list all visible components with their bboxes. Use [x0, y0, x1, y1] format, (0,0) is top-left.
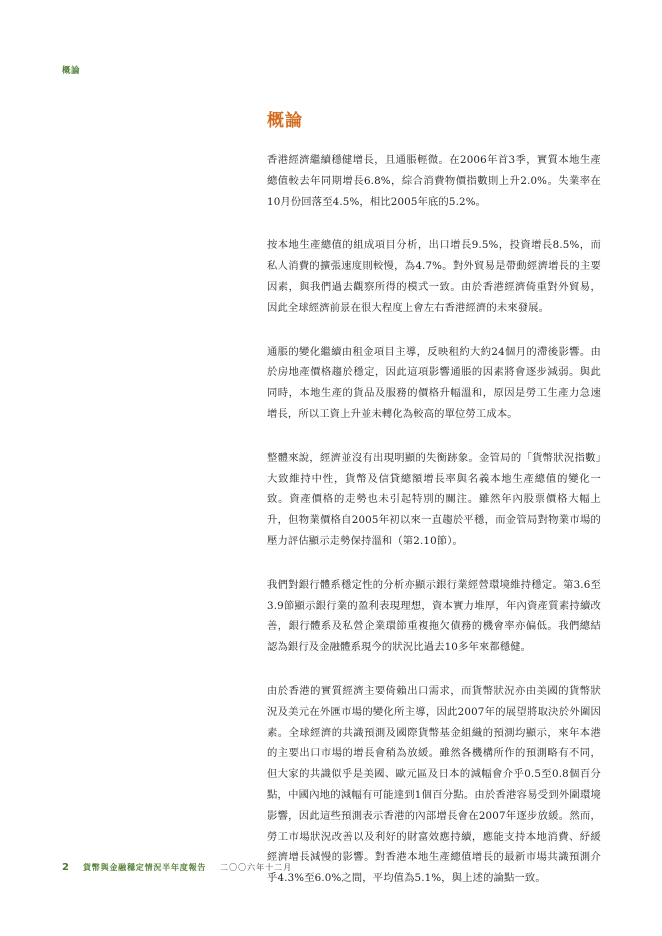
body-text — [267, 150, 601, 912]
paragraph: 通脹的變化繼續由租金項目主導，反映租約大約24個月的滯後影響。由於房地產價格趨於穩定，因此這項影響通脹的因素將會逐步減弱。與此同時，本地生產的貨品及服務的價格升幅溫和，原因是勞工生產力急速增長，所以工資上升並未轉化為較高的單位勞工成本。 — [267, 345, 601, 420]
paragraph: 整體來說，經濟並沒有出現明顯的失衡跡象。金管局的「貨幣狀況指數」大致維持中性，貨幣及信貸總額增長率與名義本地生產總值的變化一致。資產價格的走勢也未引起特別的關注。雖然年內股票價格大幅上升，但物業價格自2005年初以來一直趨於平穩，而金管局對物業市場的壓力評估顯示走勢保持溫和（第2.10節）。 — [267, 451, 601, 547]
paragraph: 由於香港的實質經濟主要倚賴出口需求，而貨幣狀況亦由美國的貨幣狀況及美元在外匯市場的變化所主導，因此2007年的展望將取決於外圍因素。全球經濟的共識預測及國際貨幣基金組織的預測均顯示，來年本港的主要出口市場的增長會稍為放緩。雖然各機構所作的預測略有不同，但大家的共識似乎是美國、歐元區及日本的減幅會介乎0.5至0.8個百分點，中國內地的減幅有可能達到1個百分點。由於香港容易受到外圍環境影響，因此這些預測表示香港的內部增長會在2007年逐步放緩。然而，勞工市場狀況改善以及利好的財富效應持續，應能支持本地消費、紓緩經濟增長減慢的影響。對香港本地生產總值增長的最新市場共識預測介乎4.3%至6.0%之間，平均值為5.1%，與上述的論點一致。 — [267, 684, 601, 885]
page-title: 概論 — [267, 111, 303, 131]
paragraph: 按本地生產總值的組成項目分析，出口增長9.5%，投資增長8.5%，而私人消費的擴張速度則較慢，為4.7%。對外貿易是帶動經濟增長的主要因素，與我們過去觀察所得的模式一致。由於香港經濟倚重對外貿易，因此全球經濟前景在很大程度上會左右香港經濟的未來發展。 — [267, 239, 601, 314]
publication-title: 貨幣與金融穩定情況半年度報告 — [82, 863, 207, 872]
paragraph: 香港經濟繼續穩健增長，且通脹輕微。在2006年首3季，實質本地生產總值較去年同期增長6.8%，綜合消費物價指數則上升2.0%。失業率在10月份回落至4.5%，相比2005年底的5.2%。 — [267, 154, 601, 208]
running-header: 概論 — [62, 66, 81, 76]
page-footer — [62, 862, 292, 873]
page-number: 2 — [62, 862, 69, 873]
paragraph: 我們對銀行體系穩定性的分析亦顯示銀行業經營環境維持穩定。第3.6至3.9節顯示銀行業的盈利表現理想，資本實力堆厚，年內資產質素持續改善，銀行體系及私營企業環節重複拖欠債務的機會率亦偏低。我們總結認為銀行及金融體系現今的狀況比過去10多年來都穩健。 — [267, 578, 601, 654]
publication-date: 二〇〇六年十二月 — [220, 863, 293, 872]
